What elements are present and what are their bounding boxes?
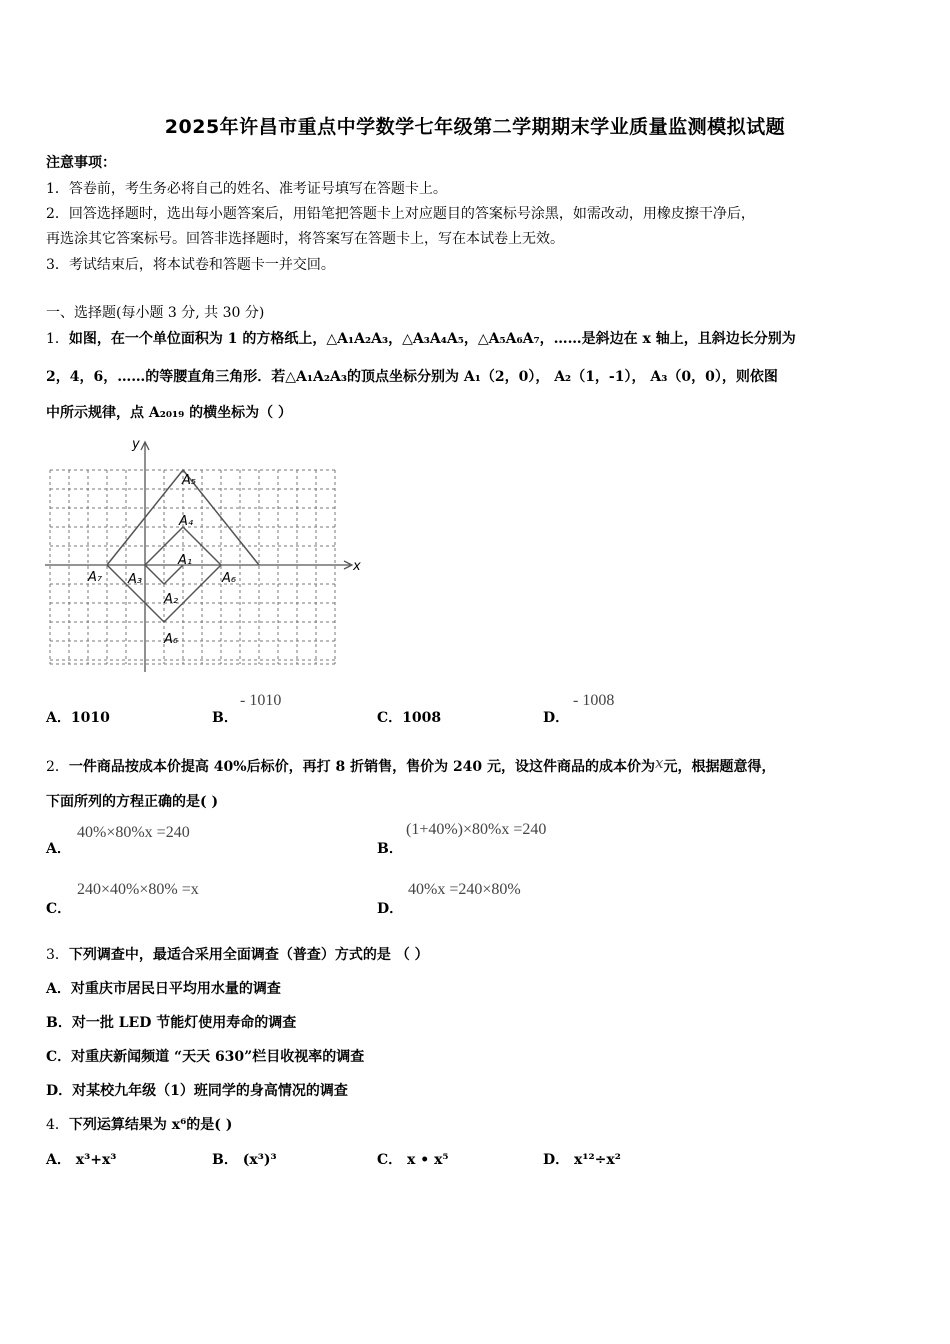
grid: [50, 470, 335, 664]
point-label: A₂: [164, 592, 179, 607]
q3-option-d: D．对某校九年级（1）班同学的身高情况的调查: [46, 1083, 348, 1099]
q1-line3: 中所示规律，点 A₂₀₁₉ 的横坐标为（ ）: [46, 405, 293, 421]
q2-option-a-letter: A．: [46, 841, 71, 857]
section-heading: 一、选择题(每小题 3 分, 共 30 分): [46, 305, 265, 321]
q1-option-b-letter: B．: [212, 710, 238, 726]
notice-item: 2．回答选择题时，选出每小题答案后，用铅笔把答题卡上对应题目的答案标号涂黑，如需改动，用橡皮擦干净后，: [46, 206, 755, 222]
point-label: A₄: [179, 514, 194, 529]
notice-heading: 注意事项：: [46, 155, 116, 171]
q4-option-a: A． x³+x³: [46, 1152, 117, 1168]
q2-option-b-letter: B．: [377, 841, 403, 857]
q1-option-d: - 1008: [573, 692, 615, 709]
point-label: A₆: [164, 632, 179, 647]
point-label: A₇: [88, 570, 103, 585]
q2-option-d: 40%x =240×80%: [408, 881, 521, 898]
x-axis-label: x: [353, 559, 361, 574]
q1-option-c: C．1008: [377, 710, 442, 726]
q2-option-a: 40%×80%x =240: [77, 824, 190, 841]
notice-item: 1．答卷前，考生务必将自己的姓名、准考证号填写在答题卡上。: [46, 181, 447, 197]
notice-item: 3．考试结束后，将本试卷和答题卡一并交回。: [46, 257, 335, 273]
q1-stem-1: 如图，在一个单位面积为 1 的方格纸上，△A₁A₂A₃，△A₃A₄A₅，△A₅A₆A₇，……是斜边在 x 轴上，且斜边长分别为: [68, 331, 796, 347]
q1-option-a: A．1010: [46, 710, 110, 726]
y-axis-label: y: [132, 437, 140, 452]
q2-option-d-letter: D．: [377, 901, 404, 917]
q3-stem: 3．下列调查中，最适合采用全面调查（普查）方式的是 （ ）: [46, 947, 429, 963]
q4-stem: 4．下列运算结果为 x⁶的是( ): [46, 1117, 233, 1133]
q2-option-b: (1+40%)×80%x =240: [406, 821, 547, 838]
page-title: 2025年许昌市重点中学数学七年级第二学期期末学业质量监测模拟试题: [164, 116, 786, 138]
q1-figure: [40, 432, 370, 677]
q3-option-c: C．对重庆新闻频道 “天天 630”栏目收视率的调查: [46, 1049, 365, 1065]
q2-option-c: 240×40%×80% =x: [77, 881, 199, 898]
q4-option-d: D． x¹²÷x²: [543, 1152, 621, 1168]
q2-variable: x: [655, 754, 664, 772]
q2-option-c-letter: C．: [46, 901, 72, 917]
point-label: A₃: [128, 572, 143, 587]
q2-line2: 下面所列的方程正确的是( ): [46, 794, 219, 810]
point-label: A₆: [222, 571, 237, 586]
q1-option-d-letter: D．: [543, 710, 570, 726]
q3-option-a: A．对重庆市居民日平均用水量的调查: [46, 981, 281, 997]
notice-item: 再选涂其它答案标号。回答非选择题时，将答案写在答题卡上，写在本试卷上无效。: [46, 231, 564, 247]
q1-option-b: - 1010: [240, 692, 282, 709]
q1-line2: 2，4，6，……的等腰直角三角形．若△A₁A₂A₃的顶点坐标分别为 A₁（2，0）， A₂（1，-1）， A₃（0，0），则依图: [46, 369, 778, 385]
q4-option-b: B． (x³)³: [212, 1152, 277, 1168]
point-label: A₅: [182, 473, 197, 488]
q2-line1: 2．一件商品按成本价提高 40%后标价，再打 8 折销售，售价为 240 元，设这件商品的成本价为x元，根据题意得，: [46, 754, 776, 775]
q1-number: 1．: [46, 331, 69, 347]
axes: [45, 442, 352, 672]
q1-line1: [46, 328, 796, 348]
point-label: A₁: [178, 553, 193, 568]
q3-option-b: B．对一批 LED 节能灯使用寿命的调查: [46, 1015, 297, 1031]
q4-option-c: C． x • x⁵: [377, 1152, 449, 1168]
